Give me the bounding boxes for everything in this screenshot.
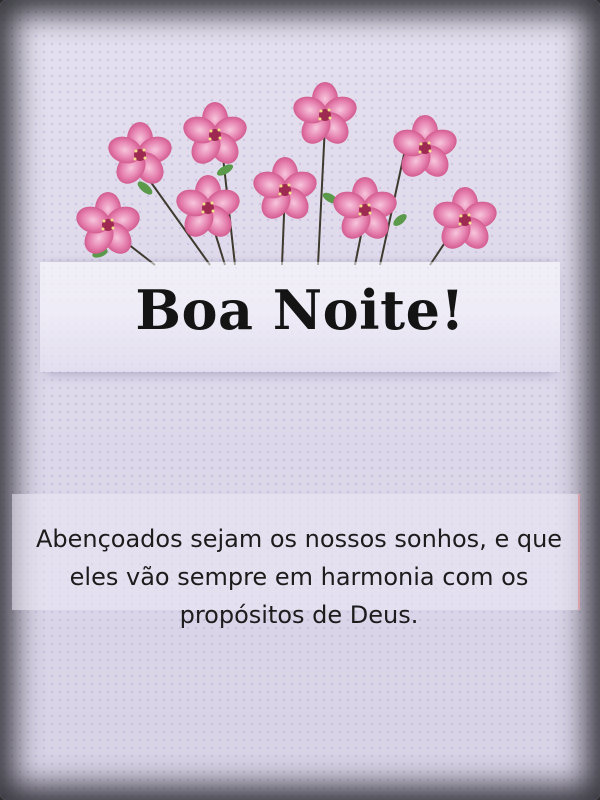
flower-icon <box>73 192 143 259</box>
greeting-title: Boa Noite! <box>135 278 465 342</box>
flower-icon <box>173 175 243 242</box>
flower-icon <box>105 122 175 189</box>
greeting-message: Abençoados sejam os nossos sonhos, e que eles vão sempre em harmonia com os propósitos de Deus. <box>35 525 563 629</box>
flower-icon <box>180 102 250 169</box>
flower-icon <box>430 187 500 254</box>
flower-bouquet-illustration <box>60 70 540 280</box>
flower-icon <box>330 177 400 244</box>
